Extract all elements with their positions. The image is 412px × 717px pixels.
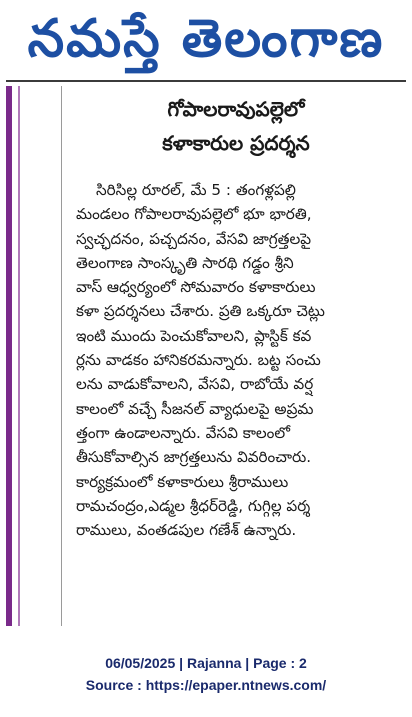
masthead-divider — [6, 80, 406, 82]
edition-info: 06/05/2025 | Rajanna | Page : 2 — [105, 655, 307, 671]
body-line: మండలం గోపాలరావుపల్లెలో భూ భారతి, — [76, 205, 312, 224]
newspaper-masthead: నమస్తే తెలంగాణ — [27, 9, 385, 69]
body-line: ర్లను వాడకం హానికరమన్నారు. బట్ట సంచు — [76, 351, 321, 370]
article-clipping — [6, 86, 406, 626]
article-body — [76, 178, 396, 542]
sidebar-accent-bar — [6, 86, 12, 626]
body-line: కళా ప్రదర్శనలు చేశారు. ప్రతి ఒక్కరూ చెట్లు — [76, 302, 325, 321]
body-line: రాములు, వంతడపుల గణేశ్ ఉన్నారు. — [76, 521, 297, 540]
headline-line: కళాకారుల ప్రదర్శన — [162, 131, 310, 155]
body-line: త్తంగా ఉండాలన్నారు. వేసవి కాలంలో — [76, 423, 291, 442]
body-line: ఇంటి ముందు పెంచుకోవాలని, ప్లాస్టిక్ కవ — [76, 326, 312, 345]
source-link[interactable]: Source : https://epaper.ntnews.com/ — [85, 677, 327, 693]
article-headline — [76, 92, 396, 160]
body-line: రామచంద్రం,ఎడ్మల శ్రీధర్‌రెడ్డి, గుగ్గిల్ల పర్శ — [76, 496, 311, 515]
body-line: కార్యక్రమంలో కళాకారులు శ్రీరాములు — [76, 472, 289, 491]
body-line: తెలంగాణ సాంస్కృతి సారథి గడ్డం శ్రీని — [76, 253, 294, 272]
body-line: వాస్ ఆధ్వర్యంలో సోమవారం కళాకారులు — [76, 278, 316, 297]
column-divider — [61, 86, 62, 626]
body-line: తీసుకోవాల్సిన జాగ్రత్తలును వివరించారు. — [76, 448, 312, 467]
body-line: సిరిసిల్ల రూరల్, మే 5 : తంగళ్లపల్లి — [96, 181, 296, 199]
body-line: లను వాడుకోవాలని, వేసవి, రాబోయే వర్ష — [76, 375, 314, 394]
sidebar-accent-line — [18, 86, 20, 626]
article — [76, 92, 396, 542]
body-line: కాలంలో వచ్చే సీజనల్ వ్యాధులపై అప్రమ — [76, 399, 314, 418]
clipping-footer — [0, 652, 412, 696]
headline-line: గోపాలరావుపల్లెలో — [167, 97, 305, 121]
body-line: స్వచ్ఛదనం, పచ్చదనం, వేసవి జాగ్రత్తలపై — [76, 229, 312, 248]
